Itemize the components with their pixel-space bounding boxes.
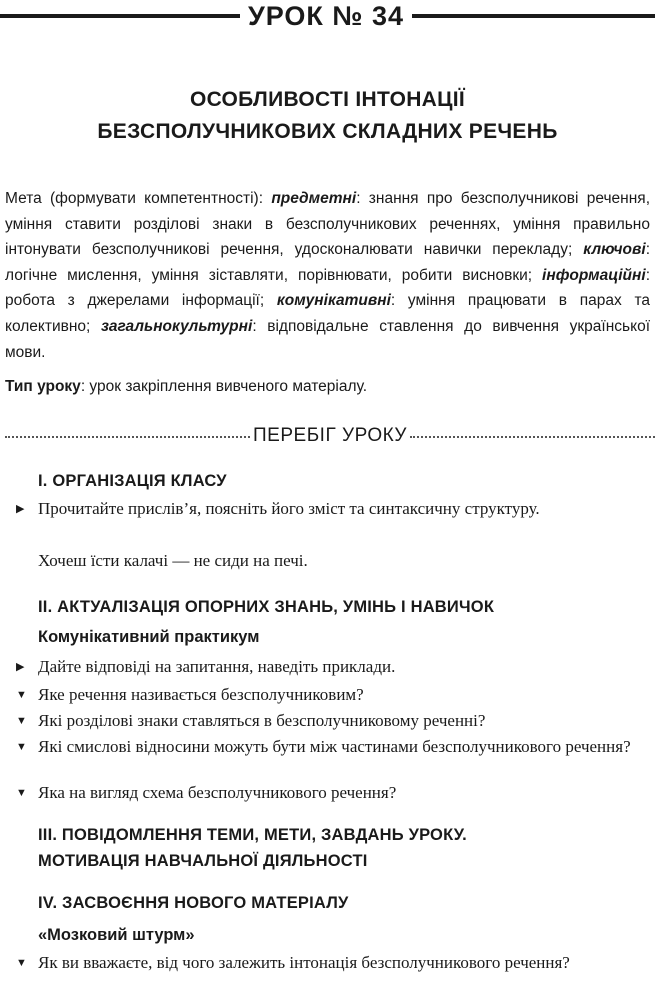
proverb: Хочеш їсти калачі — не сиди на печі. <box>38 551 308 570</box>
section-2-subheading: Комунікативний практикум <box>38 628 260 646</box>
lesson-type <box>5 378 367 396</box>
question-item <box>16 950 646 976</box>
task-item <box>16 496 646 522</box>
question-text: Як ви вважаєте, від чого залежить інтонація безсполучникового речення? <box>38 953 570 972</box>
question-text: Які розділові знаки ставляться в безсполучниковому реченні? <box>38 711 486 730</box>
goal-culture-label: загальнокультурні <box>100 317 253 335</box>
task-text: Прочитайте прислів’я, поясніть його зміст та синтаксичну структуру. <box>38 499 540 518</box>
question-item <box>16 780 646 806</box>
section-4-heading: ІV. ЗАСВОЄННЯ НОВОГО МАТЕРІАЛУ <box>38 894 349 912</box>
lesson-number: УРОК № 34 <box>247 1 405 31</box>
goal-key-text: : логічне мислення, уміння зіставляти, порівнювати, робити висновки; <box>5 241 650 284</box>
header-rule-right <box>412 14 655 18</box>
triangle-right-icon: ▶ <box>16 661 25 673</box>
task-text: Дайте відповіді на запитання, наведіть приклади. <box>38 657 396 676</box>
goal-info-text: : робота з джерелами інформації; <box>5 266 650 310</box>
lesson-title <box>0 84 655 148</box>
section-3-line-1: ІІІ. ПОВІДОМЛЕННЯ ТЕМИ, МЕТИ, ЗАВДАНЬ УРОКУ. <box>38 826 467 844</box>
goal-culture-text: : відповідальне ставлення до вивчення української мови. <box>5 317 651 361</box>
goal-subject-text: : знання про безсполучникові речення, уміння ставити розділові знаки в безсполучникових реченнях, уміння правильно інтонувати безсполучникові речення, удосконалювати навички перекладу; <box>5 190 650 259</box>
question-item <box>16 734 646 760</box>
page-header <box>0 0 655 30</box>
divider-rule-right <box>410 436 655 438</box>
triangle-down-icon: ▼ <box>16 715 27 727</box>
question-text: Яка на вигляд схема безсполучникового речення? <box>38 783 397 802</box>
triangle-down-icon: ▼ <box>16 957 27 969</box>
goal-key-label: ключові <box>583 241 646 259</box>
question-item <box>16 708 646 734</box>
lesson-flow-divider <box>0 424 655 448</box>
goal-comm-text: : уміння працювати в парах та колективно; <box>5 292 651 335</box>
triangle-down-icon: ▼ <box>16 689 27 701</box>
triangle-right-icon: ▶ <box>16 503 25 515</box>
triangle-down-icon: ▼ <box>16 787 27 799</box>
lesson-type-label: Тип уроку <box>5 378 81 395</box>
header-rule-left <box>0 14 240 18</box>
triangle-down-icon: ▼ <box>16 741 27 753</box>
goal-label: Мета (формувати компетентності): <box>5 190 272 207</box>
section-3-line-2: МОТИВАЦІЯ НАВЧАЛЬНОЇ ДІЯЛЬНОСТІ <box>38 852 368 870</box>
lesson-goal <box>5 186 650 365</box>
goal-info-label: інформаційні <box>542 266 646 284</box>
task-item <box>16 654 646 680</box>
divider-label: ПЕРЕБІГ УРОКУ <box>253 425 407 446</box>
question-item <box>16 682 646 708</box>
goal-subject-label: предметні <box>271 190 357 207</box>
title-line-1: ОСОБЛИВОСТІ ІНТОНАЦІЇ <box>189 88 466 111</box>
question-text: Які смислові відносини можуть бути між частинами безсполучникового речення? <box>38 737 631 756</box>
question-text: Яке речення називається безсполучниковим? <box>38 685 364 704</box>
section-1-heading: І. ОРГАНІЗАЦІЯ КЛАСУ <box>38 472 227 490</box>
lesson-type-text: : урок закріплення вивченого матеріалу. <box>80 378 368 395</box>
section-3-heading <box>38 822 467 874</box>
goal-comm-label: комунікативні <box>276 292 391 310</box>
section-2-heading: ІІ. АКТУАЛІЗАЦІЯ ОПОРНИХ ЗНАНЬ, УМІНЬ І НАВИЧОК <box>38 598 495 616</box>
section-4-subheading: «Мозковий штурм» <box>38 926 195 944</box>
title-line-2: БЕЗСПОЛУЧНИКОВИХ СКЛАДНИХ РЕЧЕНЬ <box>97 120 558 143</box>
divider-rule-left <box>5 436 250 438</box>
